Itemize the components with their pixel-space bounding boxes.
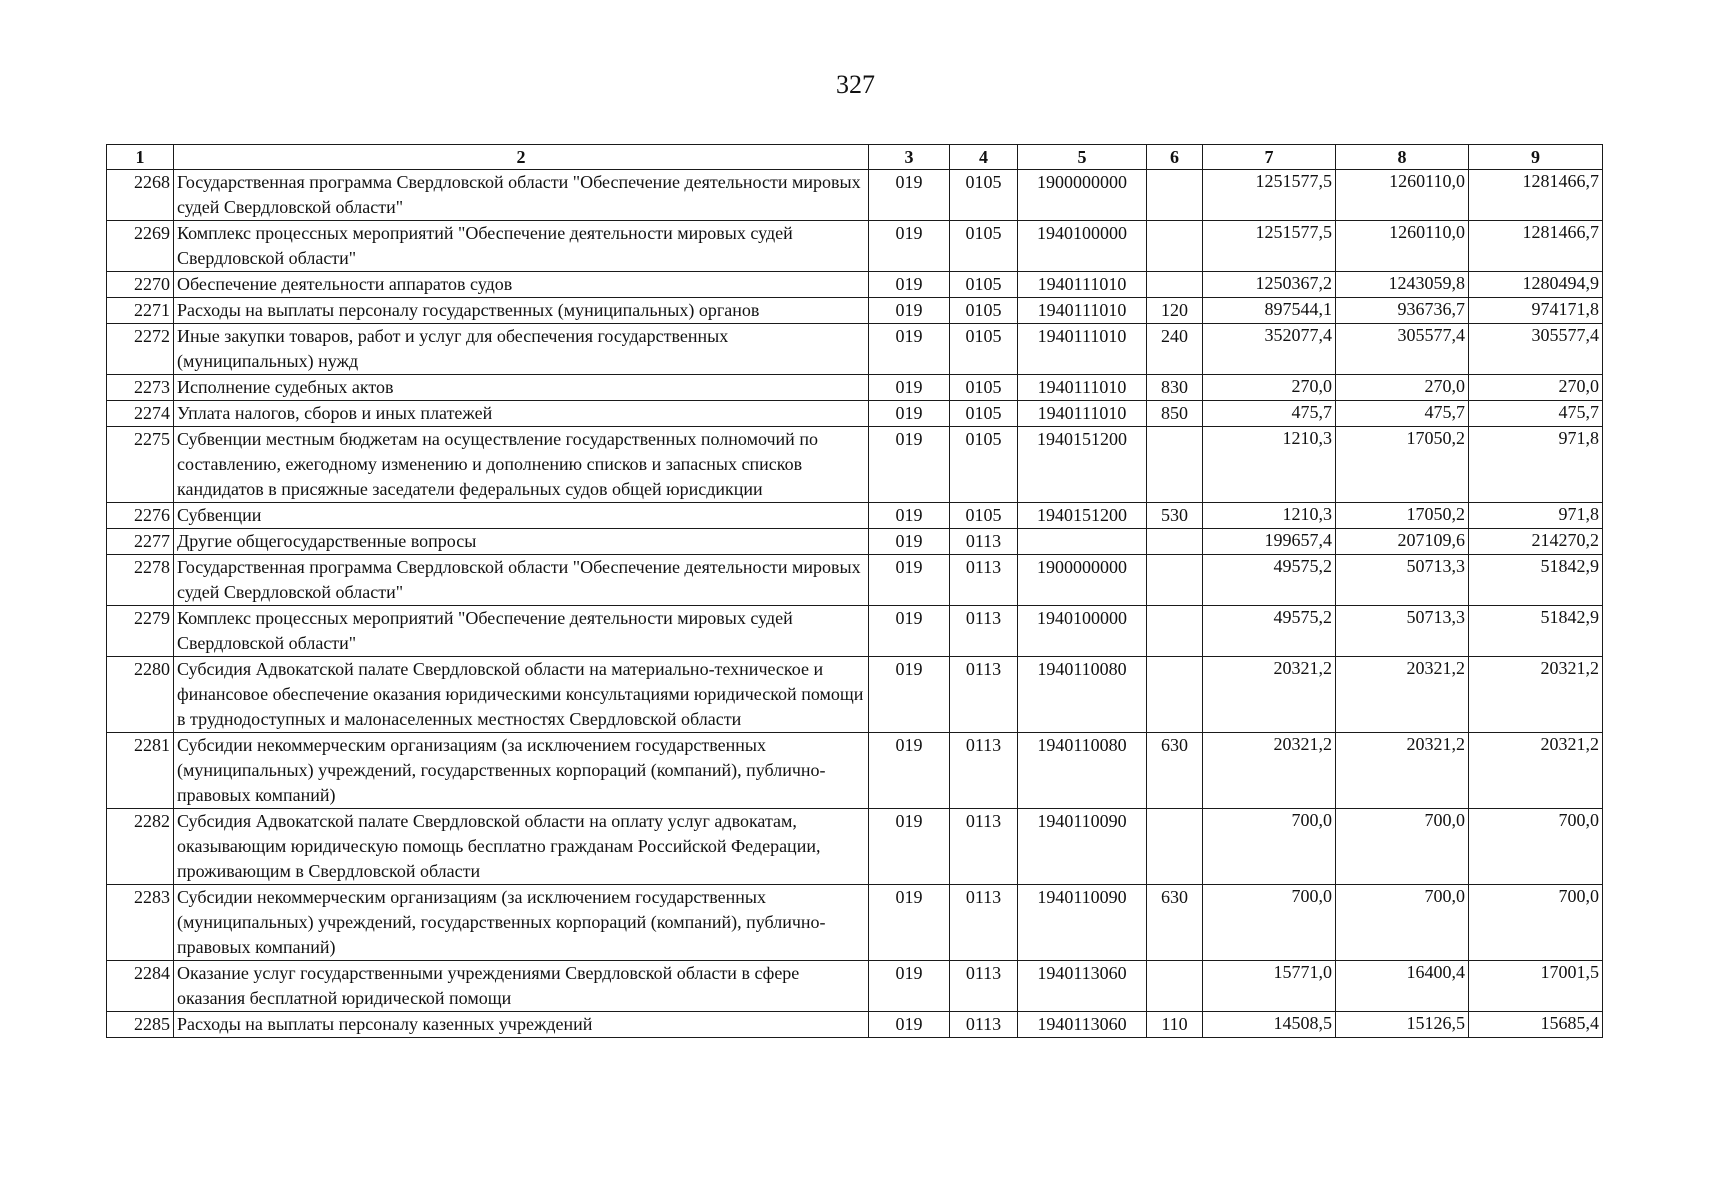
row-number-cell: 2278 xyxy=(107,555,174,606)
amount-col9-cell: 974171,8 xyxy=(1469,298,1603,324)
header-row xyxy=(107,145,1603,170)
table-row xyxy=(107,375,1603,401)
department-code-cell: 019 xyxy=(869,401,950,427)
row-number-cell: 2280 xyxy=(107,657,174,733)
expense-type-cell: 530 xyxy=(1147,503,1203,529)
target-code-cell: 1940111010 xyxy=(1018,375,1147,401)
section-code-cell: 0113 xyxy=(950,809,1018,885)
item-name-cell: Государственная программа Свердловской области "Обеспечение деятельности мировых судей Свердловской области" xyxy=(174,170,869,221)
amount-col8-cell: 17050,2 xyxy=(1336,503,1469,529)
item-name-cell: Комплекс процессных мероприятий "Обеспечение деятельности мировых судей Свердловской области" xyxy=(174,606,869,657)
row-number-cell: 2283 xyxy=(107,885,174,961)
expense-type-cell: 830 xyxy=(1147,375,1203,401)
section-code-cell: 0105 xyxy=(950,170,1018,221)
table-row xyxy=(107,427,1603,503)
amount-col9-cell: 17001,5 xyxy=(1469,961,1603,1012)
target-code-cell: 1940110090 xyxy=(1018,885,1147,961)
department-code-cell: 019 xyxy=(869,606,950,657)
row-number-cell: 2270 xyxy=(107,272,174,298)
section-code-cell: 0105 xyxy=(950,298,1018,324)
table-row xyxy=(107,733,1603,809)
section-code-cell: 0113 xyxy=(950,657,1018,733)
amount-col7-cell: 897544,1 xyxy=(1203,298,1336,324)
amount-col9-cell: 1281466,7 xyxy=(1469,170,1603,221)
table-row xyxy=(107,170,1603,221)
section-code-cell: 0113 xyxy=(950,961,1018,1012)
amount-col9-cell: 475,7 xyxy=(1469,401,1603,427)
amount-col9-cell: 1281466,7 xyxy=(1469,221,1603,272)
row-number-cell: 2273 xyxy=(107,375,174,401)
amount-col9-cell: 20321,2 xyxy=(1469,733,1603,809)
table-row xyxy=(107,1012,1603,1038)
row-number-cell: 2269 xyxy=(107,221,174,272)
section-code-cell: 0105 xyxy=(950,375,1018,401)
expense-type-cell xyxy=(1147,272,1203,298)
table-row xyxy=(107,657,1603,733)
amount-col7-cell: 270,0 xyxy=(1203,375,1336,401)
row-number-cell: 2281 xyxy=(107,733,174,809)
amount-col9-cell: 700,0 xyxy=(1469,809,1603,885)
target-code-cell: 1940113060 xyxy=(1018,961,1147,1012)
item-name-cell: Другие общегосударственные вопросы xyxy=(174,529,869,555)
amount-col8-cell: 936736,7 xyxy=(1336,298,1469,324)
row-number-cell: 2268 xyxy=(107,170,174,221)
amount-col8-cell: 700,0 xyxy=(1336,809,1469,885)
column-header: 9 xyxy=(1469,145,1603,170)
department-code-cell: 019 xyxy=(869,324,950,375)
column-header: 3 xyxy=(869,145,950,170)
amount-col9-cell: 305577,4 xyxy=(1469,324,1603,375)
item-name-cell: Субсидия Адвокатской палате Свердловской области на материально-техническое и финансовое обеспечение оказания юридическими консультациями юридической помощи в труднодоступных и малонаселенных местностях Свердловской области xyxy=(174,657,869,733)
row-number-cell: 2284 xyxy=(107,961,174,1012)
amount-col9-cell: 270,0 xyxy=(1469,375,1603,401)
amount-col9-cell: 51842,9 xyxy=(1469,555,1603,606)
item-name-cell: Государственная программа Свердловской области "Обеспечение деятельности мировых судей Свердловской области" xyxy=(174,555,869,606)
target-code-cell: 1940151200 xyxy=(1018,503,1147,529)
expense-type-cell xyxy=(1147,221,1203,272)
amount-col8-cell: 50713,3 xyxy=(1336,606,1469,657)
row-number-cell: 2279 xyxy=(107,606,174,657)
expense-type-cell: 630 xyxy=(1147,733,1203,809)
column-header: 2 xyxy=(174,145,869,170)
target-code-cell: 1940100000 xyxy=(1018,221,1147,272)
expense-type-cell xyxy=(1147,427,1203,503)
section-code-cell: 0113 xyxy=(950,529,1018,555)
row-number-cell: 2272 xyxy=(107,324,174,375)
row-number-cell: 2276 xyxy=(107,503,174,529)
expense-type-cell: 850 xyxy=(1147,401,1203,427)
item-name-cell: Обеспечение деятельности аппаратов судов xyxy=(174,272,869,298)
amount-col7-cell: 1250367,2 xyxy=(1203,272,1336,298)
amount-col7-cell: 1251577,5 xyxy=(1203,221,1336,272)
row-number-cell: 2275 xyxy=(107,427,174,503)
expense-type-cell: 630 xyxy=(1147,885,1203,961)
page-number: 327 xyxy=(836,70,875,99)
amount-col9-cell: 700,0 xyxy=(1469,885,1603,961)
department-code-cell: 019 xyxy=(869,375,950,401)
amount-col8-cell: 20321,2 xyxy=(1336,657,1469,733)
amount-col9-cell: 15685,4 xyxy=(1469,1012,1603,1038)
column-header: 7 xyxy=(1203,145,1336,170)
expense-type-cell xyxy=(1147,657,1203,733)
column-header: 5 xyxy=(1018,145,1147,170)
amount-col9-cell: 214270,2 xyxy=(1469,529,1603,555)
amount-col7-cell: 1251577,5 xyxy=(1203,170,1336,221)
amount-col8-cell: 305577,4 xyxy=(1336,324,1469,375)
amount-col7-cell: 49575,2 xyxy=(1203,555,1336,606)
amount-col7-cell: 352077,4 xyxy=(1203,324,1336,375)
row-number-cell: 2282 xyxy=(107,809,174,885)
department-code-cell: 019 xyxy=(869,503,950,529)
row-number-cell: 2271 xyxy=(107,298,174,324)
item-name-cell: Субсидии некоммерческим организациям (за исключением государственных (муниципальных) учреждений, государственных корпораций (компаний), публично-правовых компаний) xyxy=(174,885,869,961)
column-header: 8 xyxy=(1336,145,1469,170)
table-row xyxy=(107,555,1603,606)
item-name-cell: Субвенции xyxy=(174,503,869,529)
section-code-cell: 0105 xyxy=(950,427,1018,503)
table-row xyxy=(107,272,1603,298)
department-code-cell: 019 xyxy=(869,427,950,503)
department-code-cell: 019 xyxy=(869,657,950,733)
item-name-cell: Исполнение судебных актов xyxy=(174,375,869,401)
target-code-cell: 1940113060 xyxy=(1018,1012,1147,1038)
department-code-cell: 019 xyxy=(869,555,950,606)
column-header: 6 xyxy=(1147,145,1203,170)
department-code-cell: 019 xyxy=(869,272,950,298)
department-code-cell: 019 xyxy=(869,809,950,885)
amount-col7-cell: 49575,2 xyxy=(1203,606,1336,657)
row-number-cell: 2285 xyxy=(107,1012,174,1038)
item-name-cell: Уплата налогов, сборов и иных платежей xyxy=(174,401,869,427)
department-code-cell: 019 xyxy=(869,885,950,961)
amount-col9-cell: 971,8 xyxy=(1469,427,1603,503)
table-row xyxy=(107,298,1603,324)
row-number-cell: 2274 xyxy=(107,401,174,427)
amount-col7-cell: 700,0 xyxy=(1203,809,1336,885)
column-header: 4 xyxy=(950,145,1018,170)
department-code-cell: 019 xyxy=(869,170,950,221)
amount-col9-cell: 20321,2 xyxy=(1469,657,1603,733)
section-code-cell: 0113 xyxy=(950,606,1018,657)
table-row xyxy=(107,324,1603,375)
department-code-cell: 019 xyxy=(869,221,950,272)
target-code-cell xyxy=(1018,529,1147,555)
amount-col8-cell: 16400,4 xyxy=(1336,961,1469,1012)
table-row xyxy=(107,885,1603,961)
amount-col8-cell: 1260110,0 xyxy=(1336,221,1469,272)
column-header: 1 xyxy=(107,145,174,170)
section-code-cell: 0105 xyxy=(950,401,1018,427)
expense-type-cell xyxy=(1147,555,1203,606)
table-row xyxy=(107,503,1603,529)
amount-col9-cell: 971,8 xyxy=(1469,503,1603,529)
amount-col7-cell: 1210,3 xyxy=(1203,503,1336,529)
amount-col7-cell: 20321,2 xyxy=(1203,657,1336,733)
amount-col7-cell: 20321,2 xyxy=(1203,733,1336,809)
amount-col7-cell: 15771,0 xyxy=(1203,961,1336,1012)
expense-type-cell: 120 xyxy=(1147,298,1203,324)
table-row xyxy=(107,529,1603,555)
section-code-cell: 0113 xyxy=(950,733,1018,809)
amount-col7-cell: 199657,4 xyxy=(1203,529,1336,555)
department-code-cell: 019 xyxy=(869,529,950,555)
department-code-cell: 019 xyxy=(869,1012,950,1038)
target-code-cell: 1940111010 xyxy=(1018,272,1147,298)
target-code-cell: 1900000000 xyxy=(1018,555,1147,606)
section-code-cell: 0113 xyxy=(950,885,1018,961)
amount-col7-cell: 700,0 xyxy=(1203,885,1336,961)
section-code-cell: 0105 xyxy=(950,503,1018,529)
item-name-cell: Субсидия Адвокатской палате Свердловской области на оплату услуг адвокатам, оказывающим юридическую помощь бесплатно гражданам Российской Федерации, проживающим в Свердловской области xyxy=(174,809,869,885)
section-code-cell: 0113 xyxy=(950,555,1018,606)
expense-type-cell xyxy=(1147,606,1203,657)
amount-col8-cell: 17050,2 xyxy=(1336,427,1469,503)
target-code-cell: 1940110080 xyxy=(1018,733,1147,809)
table-row xyxy=(107,221,1603,272)
item-name-cell: Расходы на выплаты персоналу казенных учреждений xyxy=(174,1012,869,1038)
amount-col9-cell: 1280494,9 xyxy=(1469,272,1603,298)
target-code-cell: 1900000000 xyxy=(1018,170,1147,221)
row-number-cell: 2277 xyxy=(107,529,174,555)
target-code-cell: 1940111010 xyxy=(1018,324,1147,375)
amount-col8-cell: 15126,5 xyxy=(1336,1012,1469,1038)
table-row xyxy=(107,401,1603,427)
amount-col8-cell: 270,0 xyxy=(1336,375,1469,401)
amount-col8-cell: 700,0 xyxy=(1336,885,1469,961)
item-name-cell: Оказание услуг государственными учреждениями Свердловской области в сфере оказания бесплатной юридической помощи xyxy=(174,961,869,1012)
target-code-cell: 1940110090 xyxy=(1018,809,1147,885)
target-code-cell: 1940111010 xyxy=(1018,401,1147,427)
amount-col8-cell: 50713,3 xyxy=(1336,555,1469,606)
department-code-cell: 019 xyxy=(869,961,950,1012)
section-code-cell: 0113 xyxy=(950,1012,1018,1038)
section-code-cell: 0105 xyxy=(950,324,1018,375)
target-code-cell: 1940100000 xyxy=(1018,606,1147,657)
amount-col8-cell: 475,7 xyxy=(1336,401,1469,427)
table-body xyxy=(107,170,1603,1038)
table-row xyxy=(107,606,1603,657)
expense-type-cell: 110 xyxy=(1147,1012,1203,1038)
expense-type-cell xyxy=(1147,529,1203,555)
expense-type-cell xyxy=(1147,809,1203,885)
expense-type-cell xyxy=(1147,170,1203,221)
item-name-cell: Субсидии некоммерческим организациям (за исключением государственных (муниципальных) учреждений, государственных корпораций (компаний), публично-правовых компаний) xyxy=(174,733,869,809)
amount-col7-cell: 475,7 xyxy=(1203,401,1336,427)
amount-col8-cell: 1260110,0 xyxy=(1336,170,1469,221)
amount-col7-cell: 1210,3 xyxy=(1203,427,1336,503)
section-code-cell: 0105 xyxy=(950,272,1018,298)
amount-col8-cell: 1243059,8 xyxy=(1336,272,1469,298)
item-name-cell: Расходы на выплаты персоналу государственных (муниципальных) органов xyxy=(174,298,869,324)
expense-type-cell: 240 xyxy=(1147,324,1203,375)
department-code-cell: 019 xyxy=(869,298,950,324)
item-name-cell: Комплекс процессных мероприятий "Обеспечение деятельности мировых судей Свердловской области" xyxy=(174,221,869,272)
amount-col7-cell: 14508,5 xyxy=(1203,1012,1336,1038)
item-name-cell: Субвенции местным бюджетам на осуществление государственных полномочий по составлению, ежегодному изменению и дополнению списков и запасных списков кандидатов в присяжные заседатели федеральных судов общей юрисдикции xyxy=(174,427,869,503)
target-code-cell: 1940151200 xyxy=(1018,427,1147,503)
section-code-cell: 0105 xyxy=(950,221,1018,272)
department-code-cell: 019 xyxy=(869,733,950,809)
item-name-cell: Иные закупки товаров, работ и услуг для обеспечения государственных (муниципальных) нужд xyxy=(174,324,869,375)
table-row xyxy=(107,809,1603,885)
amount-col9-cell: 51842,9 xyxy=(1469,606,1603,657)
target-code-cell: 1940111010 xyxy=(1018,298,1147,324)
amount-col8-cell: 20321,2 xyxy=(1336,733,1469,809)
budget-table xyxy=(106,144,1603,1038)
target-code-cell: 1940110080 xyxy=(1018,657,1147,733)
table-row xyxy=(107,961,1603,1012)
expense-type-cell xyxy=(1147,961,1203,1012)
amount-col8-cell: 207109,6 xyxy=(1336,529,1469,555)
